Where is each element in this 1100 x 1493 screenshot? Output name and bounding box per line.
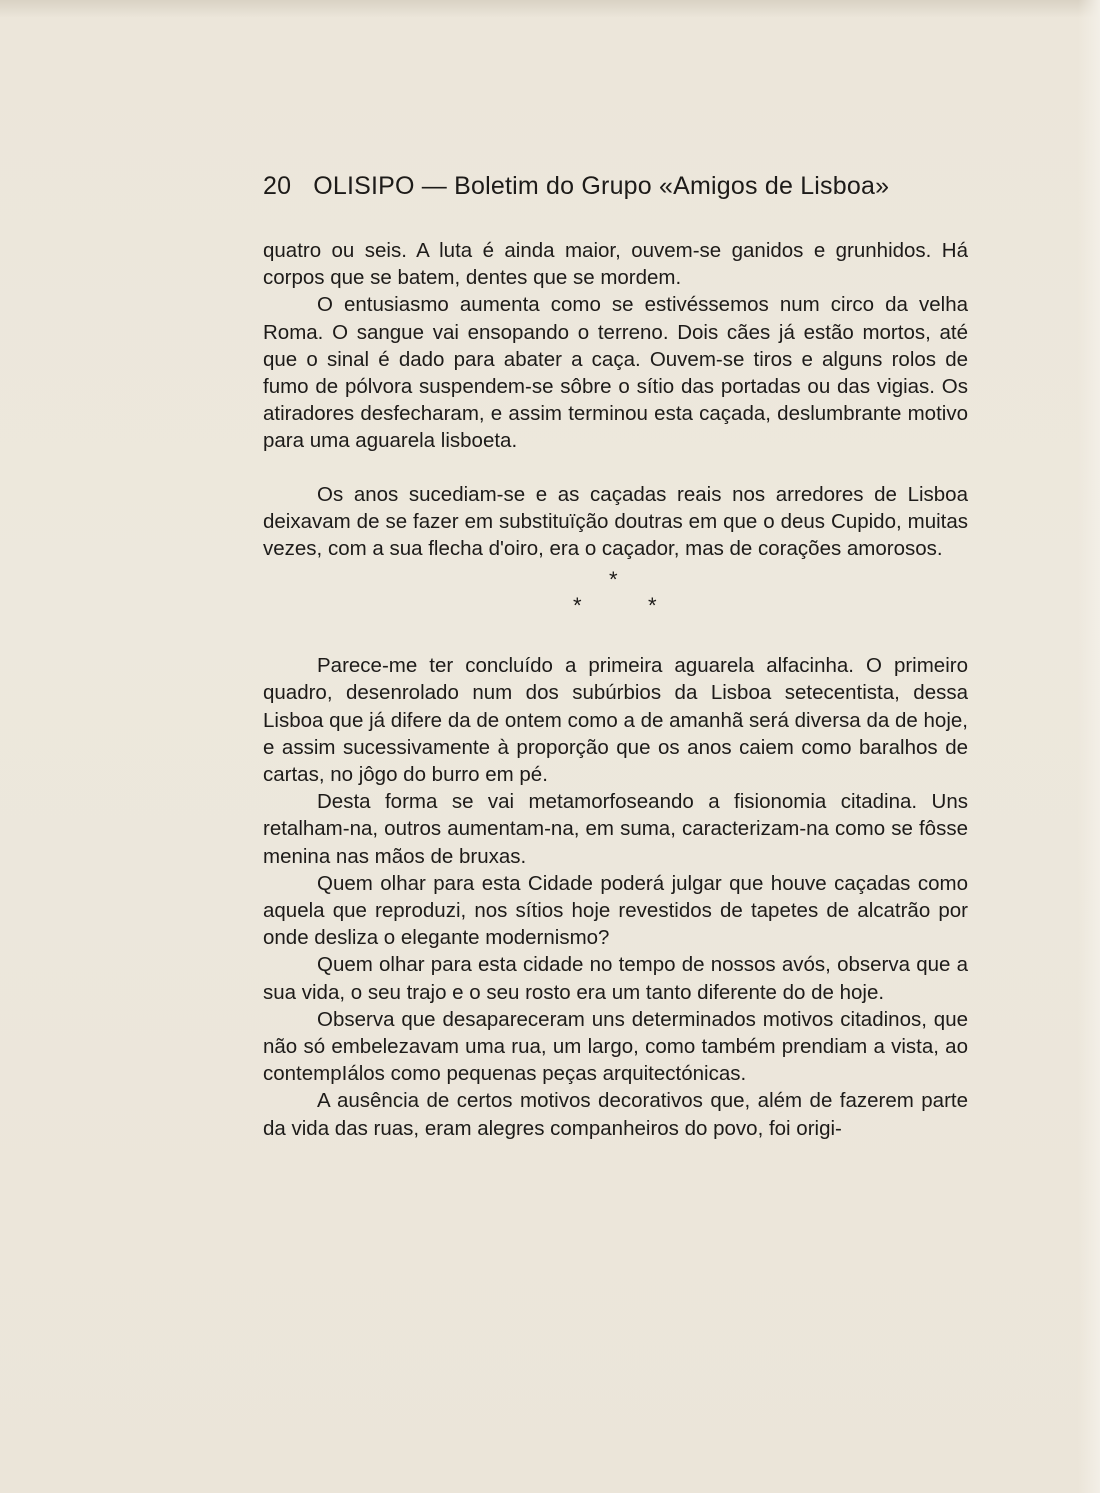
- paragraph: Parece-me ter concluído a primeira aguarela alfacinha. O primeiro quadro, desenrolado num dos subúrbios da Lisboa setecentista, dessa Lisboa que já difere da de ontem como a de amanhã será diversa da de hoje, e assim sucessivamente à proporção que os anos caiem como baralhos de cartas, no jôgo do burro em pé.: [263, 654, 968, 787]
- paragraph: Desta forma se vai metamorfoseando a fisionomia citadina. Uns retalham-na, outros aumentam-na, em suma, caracterizam-na como se fôsse menina nas mãos de bruxas.: [263, 790, 968, 868]
- section-separator: [263, 562, 968, 652]
- paragraph: Quem olhar para esta Cidade poderá julgar que houve caçadas como aquela que reproduzi, nos sítios hoje revestidos de tapetes de alcatrão por onde desliza o elegante modernismo?: [263, 871, 968, 950]
- paragraph: A ausência de certos motivos decorativos que, além de fazerem parte da vida das ruas, eram alegres companheiros do povo, foi origi-: [263, 1089, 968, 1140]
- paragraph: Os anos sucediam-se e as caçadas reais nos arredores de Lisboa deixavam de se fazer em substituïção doutras em que o deus Cupido, muitas vezes, com a sua flecha d'oiro, era o caçador, mas de corações amorosos.: [263, 482, 968, 561]
- paragraph-continuation: quatro ou seis. A luta é ainda maior, ouvem-se ganidos e grunhidos. Há corpos que se batem, dentes que se mordem.: [263, 239, 968, 290]
- paragraph: O entusiasmo aumenta como se estivéssemos num circo da velha Roma. O sangue vai ensopando o terreno. Dois cães já estão mortos, até que o sinal é dado para abater a caça. Ouvem-se tiros e alguns rolos de fumo de pólvora suspendem-se sôbre o sítio das portadas ou das vigias. Os atiradores desfecharam, e assim terminou esta caçada, deslumbrante motivo para uma aguarela lisboeta.: [263, 293, 968, 453]
- page-number: 20: [263, 172, 292, 200]
- running-header: [263, 172, 889, 201]
- separator-star: *: [609, 567, 618, 593]
- paragraph: Observa que desapareceram uns determinados motivos citadinos, que não só embelezavam uma rua, um largo, como também prendiam a vista, ao contempIálos como pequenas peças arquitectónicas.: [263, 1007, 968, 1086]
- paragraph: Quem olhar para esta cidade no tempo de nossos avós, observa que a sua vida, o seu trajo e o seu rosto era um tanto diferente do de hoje.: [263, 953, 968, 1004]
- separator-star: *: [648, 593, 657, 619]
- separator-star: *: [573, 593, 582, 619]
- body-text: [263, 237, 968, 1142]
- paragraph-gap: [263, 455, 968, 481]
- journal-title: OLISIPO — Boletim do Grupo «Amigos de Lisboa»: [313, 172, 890, 200]
